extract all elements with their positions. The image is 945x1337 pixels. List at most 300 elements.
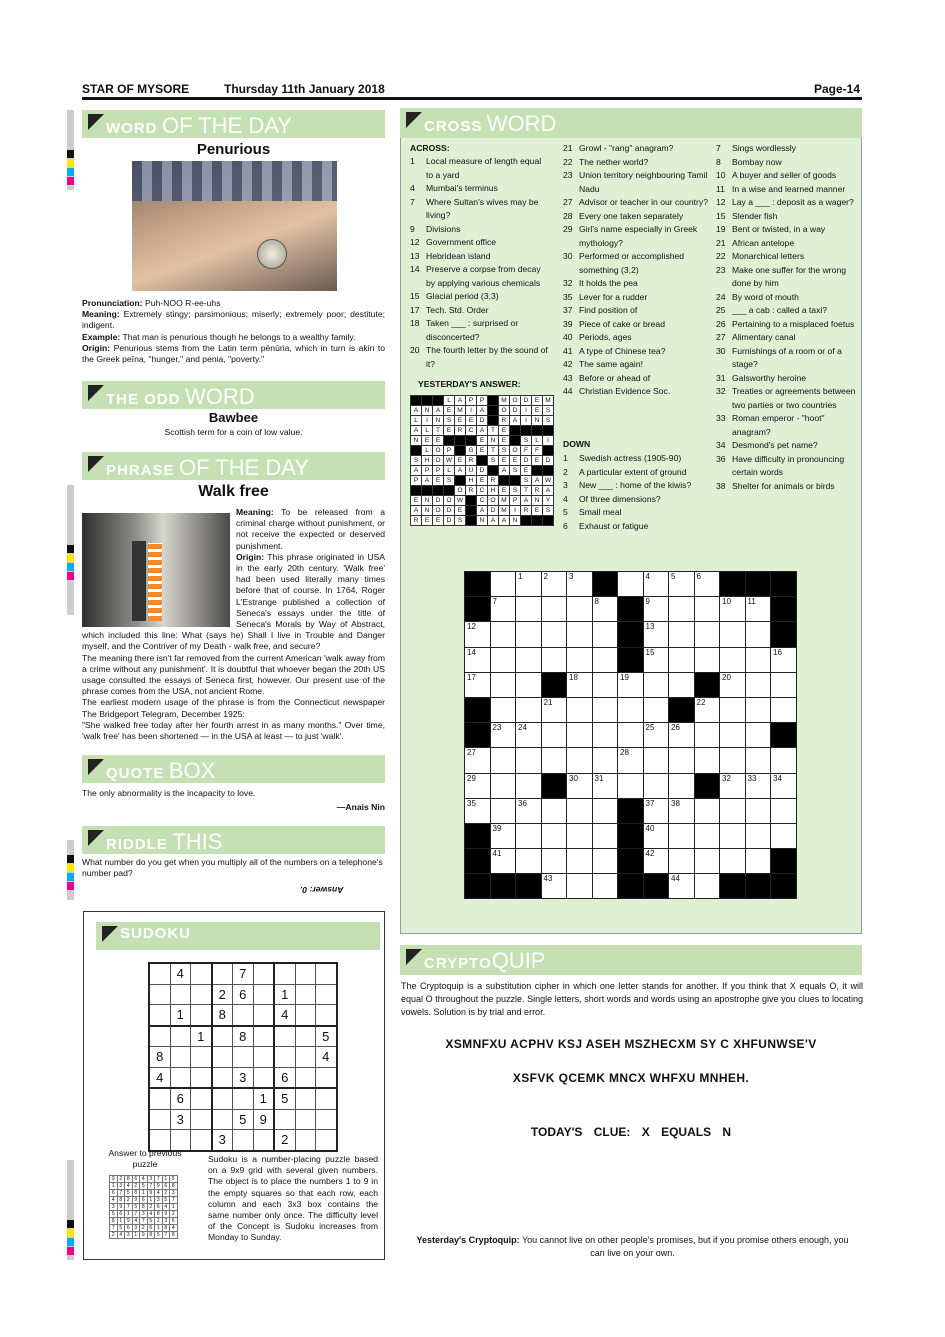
crossword-cell[interactable] (567, 647, 593, 672)
down-label: DOWN (563, 439, 591, 449)
crossword-cell[interactable] (720, 823, 746, 848)
sudoku-cell[interactable] (170, 984, 191, 1005)
color-marks (67, 150, 74, 186)
sudoku-cell[interactable] (274, 1026, 295, 1047)
sudoku-cell[interactable] (212, 1109, 233, 1130)
crossword-cell[interactable] (745, 798, 771, 823)
crossword-cell[interactable] (541, 748, 567, 773)
crossword-cell[interactable] (465, 622, 491, 647)
sudoku-cell[interactable] (149, 984, 170, 1005)
black-square (455, 476, 466, 486)
sudoku-cell[interactable] (191, 1067, 212, 1088)
crossword-cell[interactable] (490, 723, 516, 748)
crossword-cell[interactable] (516, 849, 542, 874)
sudoku-grid (148, 962, 338, 1152)
sudoku-cell: 3 (212, 1130, 233, 1151)
sudoku-cell: 6 (132, 1176, 140, 1183)
crossword-cell[interactable] (541, 647, 567, 672)
crossword-cell[interactable] (720, 723, 746, 748)
sudoku-cell[interactable] (233, 1130, 254, 1151)
cell-number: 40 (645, 823, 655, 833)
clue-text: Bombay now (732, 156, 782, 167)
crossword-cell[interactable] (745, 773, 771, 798)
odd-word-header (82, 381, 385, 409)
crossword-cell[interactable] (643, 773, 669, 798)
crossword-cell[interactable] (643, 798, 669, 823)
crossword-cell[interactable] (592, 597, 618, 622)
clue-text: Find position of (579, 305, 638, 315)
clue-number: 34 (716, 440, 726, 450)
crossword-cell[interactable] (643, 823, 669, 848)
crossword-cell[interactable] (694, 823, 720, 848)
quote-text: The only abnormality is the incapacity to love. (82, 788, 256, 798)
crossword-cell[interactable] (643, 647, 669, 672)
crossword-cell[interactable] (465, 798, 491, 823)
crossword-cell[interactable] (490, 748, 516, 773)
black-square (477, 456, 488, 466)
answer-letter: M (499, 506, 510, 516)
answer-letter: E (532, 396, 543, 406)
sudoku-cell[interactable] (149, 1109, 170, 1130)
crossword-cell[interactable] (516, 622, 542, 647)
clue-number: 24 (716, 291, 726, 302)
answer-letter: A (477, 506, 488, 516)
crossword-cell[interactable] (618, 773, 644, 798)
crossword-cell[interactable] (669, 597, 695, 622)
crossword-cell[interactable] (567, 622, 593, 647)
clue-text: In a wise and learned manner (732, 183, 846, 194)
sudoku-cell[interactable] (233, 1005, 254, 1026)
sudoku-cell[interactable] (274, 963, 295, 984)
cell-number: 25 (645, 723, 655, 733)
sudoku-cell[interactable] (295, 1109, 316, 1130)
crossword-cell[interactable] (541, 697, 567, 722)
clue-text: Advisor or teacher in our country? (579, 197, 708, 207)
sudoku-cell: 8 (212, 1005, 233, 1026)
clue-number: 3 (563, 480, 568, 490)
crossword-cell[interactable] (694, 798, 720, 823)
black-square (532, 516, 543, 526)
answer-letter: N (510, 516, 521, 526)
crossword-cell[interactable] (745, 697, 771, 722)
sudoku-cell[interactable] (295, 1088, 316, 1109)
crossword-cell[interactable] (720, 849, 746, 874)
sudoku-cell[interactable] (253, 963, 274, 984)
color-marks (67, 545, 74, 581)
crossword-cell[interactable] (567, 748, 593, 773)
crossword-cell[interactable] (592, 647, 618, 672)
sudoku-cell[interactable] (170, 1026, 191, 1047)
clue-item (716, 169, 856, 183)
sudoku-cell[interactable] (295, 1047, 316, 1068)
crossword-cell[interactable] (541, 798, 567, 823)
crossword-cell[interactable] (618, 572, 644, 597)
across-label: ACROSS: (410, 143, 450, 153)
crossword-cell[interactable] (541, 849, 567, 874)
crossword-cell[interactable] (490, 647, 516, 672)
clue-number: 10 (716, 170, 726, 180)
crossword-cell[interactable] (669, 849, 695, 874)
crossword-cell[interactable] (541, 622, 567, 647)
sudoku-cell[interactable] (295, 963, 316, 984)
clue-text: Galsworthy heroine (732, 372, 807, 383)
crossword-cell[interactable] (694, 723, 720, 748)
crossword-cell[interactable] (592, 849, 618, 874)
answer-letter: P (477, 396, 488, 406)
clue-number: 44 (563, 386, 573, 396)
sudoku-cell[interactable] (316, 984, 337, 1005)
crossword-cell[interactable] (567, 697, 593, 722)
sudoku-cell[interactable] (295, 1005, 316, 1026)
answer-letter: U (466, 466, 477, 476)
crossword-cell[interactable] (567, 773, 593, 798)
crossword-cell[interactable] (541, 572, 567, 597)
answer-letter: P (510, 496, 521, 506)
crossword-cell[interactable] (745, 647, 771, 672)
crossword-cell[interactable] (516, 748, 542, 773)
sudoku-cell[interactable] (191, 984, 212, 1005)
crossword-cell[interactable] (465, 773, 491, 798)
black-square (521, 516, 532, 526)
clue-item (716, 304, 856, 318)
sudoku-cell[interactable] (170, 1067, 191, 1088)
crossword-cell[interactable] (720, 798, 746, 823)
clue-text: Alimentary canal (732, 332, 796, 342)
sudoku-cell[interactable] (191, 963, 212, 984)
sudoku-cell: 7 (117, 1190, 125, 1197)
crossword-cell[interactable] (694, 647, 720, 672)
sudoku-cell[interactable] (253, 1130, 274, 1151)
crossword-cell[interactable] (694, 748, 720, 773)
crossword-cell[interactable] (618, 697, 644, 722)
clue-text: Have difficulty in pronouncing certain words (732, 453, 845, 477)
clue-text: Of three dimensions? (579, 493, 661, 504)
clue-item (716, 345, 856, 372)
sudoku-cell: 7 (233, 963, 254, 984)
crossword-cell[interactable] (643, 697, 669, 722)
crossword-cell[interactable] (541, 723, 567, 748)
clue-item (716, 210, 856, 224)
sudoku-cell: 1 (170, 1005, 191, 1026)
crossword-cell[interactable] (694, 622, 720, 647)
crossword-cell[interactable] (516, 823, 542, 848)
crossword-cell[interactable] (490, 773, 516, 798)
crossword-cell[interactable] (669, 672, 695, 697)
crossword-cell[interactable] (669, 572, 695, 597)
crossword-cell[interactable] (490, 622, 516, 647)
crossword-cell[interactable] (745, 723, 771, 748)
crossword-cell[interactable] (516, 723, 542, 748)
answer-letter: N (422, 406, 433, 416)
clue-text: Shelter for animals or birds (732, 480, 835, 491)
crossword-cell[interactable] (771, 798, 797, 823)
riddle-text: What number do you get when you multiply all of the numbers on a telephone's number pad? (82, 857, 383, 879)
sudoku-cell: 8 (170, 1232, 178, 1239)
sudoku-cell[interactable] (316, 963, 337, 984)
crossword-cell[interactable] (465, 748, 491, 773)
crossword-cell[interactable] (592, 798, 618, 823)
clue-number: 43 (563, 372, 573, 383)
crossword-cell[interactable] (516, 798, 542, 823)
clue-item (716, 385, 856, 412)
sudoku-cell: 6 (110, 1190, 118, 1197)
crossword-cell[interactable] (771, 823, 797, 848)
answer-letter: D (510, 406, 521, 416)
crossword-cell[interactable] (643, 622, 669, 647)
crossword-cell[interactable] (745, 748, 771, 773)
sudoku-cell[interactable] (149, 1026, 170, 1047)
crossword-cell[interactable] (490, 697, 516, 722)
sudoku-cell[interactable] (149, 1088, 170, 1109)
crossword-cell[interactable] (567, 572, 593, 597)
clue-number: 37 (563, 305, 573, 315)
crossword-cell[interactable] (771, 647, 797, 672)
crossword-cell[interactable] (669, 723, 695, 748)
crossword-cell[interactable] (567, 849, 593, 874)
meaning-label: Meaning: (236, 507, 274, 517)
crossword-cell[interactable] (643, 849, 669, 874)
crossword-cell[interactable] (694, 697, 720, 722)
sudoku-cell[interactable] (191, 1109, 212, 1130)
sudoku-cell: 5 (162, 1197, 170, 1204)
crossword-cell[interactable] (567, 597, 593, 622)
crossword-cell[interactable] (490, 572, 516, 597)
cell-number: 14 (467, 647, 476, 657)
crossword-cell[interactable] (618, 723, 644, 748)
crossword-cell[interactable] (592, 823, 618, 848)
crossword-cell[interactable] (745, 823, 771, 848)
sudoku-cell[interactable] (295, 1026, 316, 1047)
crossword-cell[interactable] (643, 748, 669, 773)
crossword-cell[interactable] (669, 823, 695, 848)
sudoku-cell: 7 (155, 1176, 163, 1183)
sudoku-cell[interactable] (212, 1088, 233, 1109)
header-small: CRYPTO (424, 955, 492, 972)
crossword-cell[interactable] (541, 874, 567, 899)
crossword-cell[interactable] (567, 672, 593, 697)
crossword-cell[interactable] (720, 748, 746, 773)
answer-letter: N (532, 496, 543, 506)
cryptoquip-header (400, 945, 862, 975)
origin-label: Origin: (236, 551, 265, 562)
sudoku-cell[interactable] (295, 1130, 316, 1151)
sudoku-cell[interactable] (212, 963, 233, 984)
clue-text: Mumbai's terminus (426, 183, 498, 193)
clue-number: 7 (716, 143, 721, 153)
crossword-cell[interactable] (669, 874, 695, 899)
crossword-cell[interactable] (490, 672, 516, 697)
sudoku-cell[interactable] (191, 1005, 212, 1026)
answer-letter: L (411, 416, 422, 426)
crossword-cell[interactable] (771, 697, 797, 722)
crossword-cell[interactable] (745, 597, 771, 622)
sudoku-cell[interactable] (274, 1109, 295, 1130)
answer-letter: A (477, 426, 488, 436)
crossword-cell[interactable] (516, 572, 542, 597)
sudoku-cell[interactable] (253, 1026, 274, 1047)
crossword-cell[interactable] (694, 572, 720, 597)
answer-letter: N (532, 416, 543, 426)
cell-number: 38 (671, 798, 680, 808)
crossword-cell[interactable] (745, 849, 771, 874)
cell-number: 44 (671, 874, 680, 884)
crossword-cell[interactable] (720, 672, 746, 697)
crossword-cell[interactable] (567, 823, 593, 848)
odd-word-def: Scottish term for a coin of low value. (164, 427, 303, 437)
crossword-cell[interactable] (694, 597, 720, 622)
answer-letter: W (444, 456, 455, 466)
sudoku-cell: 8 (162, 1225, 170, 1232)
crossword-cell[interactable] (771, 672, 797, 697)
crossword-cell[interactable] (720, 622, 746, 647)
crossword-cell[interactable] (592, 773, 618, 798)
crossword-cell[interactable] (669, 647, 695, 672)
header-small: PHRASE (106, 462, 175, 479)
crossword-cell[interactable] (771, 773, 797, 798)
sudoku-cell: 1 (125, 1211, 133, 1218)
crossword-cell[interactable] (643, 672, 669, 697)
crossword-cell[interactable] (643, 723, 669, 748)
sudoku-cell[interactable] (212, 1067, 233, 1088)
crossword-cell[interactable] (490, 849, 516, 874)
crossword-cell[interactable] (516, 647, 542, 672)
sudoku-cell[interactable] (253, 984, 274, 1005)
sudoku-cell[interactable] (316, 1067, 337, 1088)
sudoku-cell[interactable] (191, 1047, 212, 1068)
crossword-cell[interactable] (592, 874, 618, 899)
clue-text: Piece of cake or bread (579, 318, 665, 329)
sudoku-cell: 3 (117, 1183, 125, 1190)
sudoku-cell[interactable] (149, 1005, 170, 1026)
crossword-cell[interactable] (643, 597, 669, 622)
sudoku-cell[interactable] (253, 1067, 274, 1088)
sudoku-cell[interactable] (274, 1047, 295, 1068)
clue-number: 28 (563, 210, 573, 221)
sudoku-cell[interactable] (295, 984, 316, 1005)
black-square (465, 597, 491, 622)
crossword-cell[interactable] (516, 672, 542, 697)
crossword-cell[interactable] (618, 748, 644, 773)
sudoku-cell[interactable] (212, 1026, 233, 1047)
sudoku-cell[interactable] (191, 1130, 212, 1151)
sudoku-cell[interactable] (253, 1047, 274, 1068)
sudoku-cell[interactable] (316, 1088, 337, 1109)
crossword-cell[interactable] (592, 748, 618, 773)
crossword-cell[interactable] (643, 572, 669, 597)
crossword-cell[interactable] (669, 622, 695, 647)
answer-letter: F (521, 446, 532, 456)
crossword-cell[interactable] (669, 798, 695, 823)
crossword-cell[interactable] (465, 647, 491, 672)
clue-item (563, 479, 708, 493)
crossword-cell[interactable] (465, 672, 491, 697)
sudoku-cell: 9 (132, 1197, 140, 1204)
crossword-cell[interactable] (720, 773, 746, 798)
crossword-cell[interactable] (490, 597, 516, 622)
sudoku-cell[interactable] (253, 1005, 274, 1026)
crossword-cell[interactable] (592, 697, 618, 722)
crossword-cell[interactable] (669, 748, 695, 773)
crossword-cell[interactable] (694, 849, 720, 874)
crossword-cell[interactable] (516, 773, 542, 798)
yesterday-grid (410, 395, 554, 526)
clue-text: Girl's name especially in Greek mythology? (579, 224, 698, 248)
cell-number: 29 (467, 773, 476, 783)
crossword-cell[interactable] (720, 697, 746, 722)
sudoku-cell[interactable] (149, 963, 170, 984)
crossword-cell[interactable] (567, 723, 593, 748)
clue-item (563, 466, 708, 480)
crossword-cell[interactable] (541, 823, 567, 848)
sudoku-cell[interactable] (316, 1109, 337, 1130)
black-square (618, 622, 644, 647)
clue-item (563, 452, 708, 466)
crossword-cell[interactable] (490, 798, 516, 823)
black-square (543, 466, 554, 476)
clue-text: Tech. Std. Order (426, 304, 489, 315)
crossword-cell[interactable] (516, 697, 542, 722)
crossword-cell[interactable] (490, 823, 516, 848)
answer-letter: E (532, 456, 543, 466)
sudoku-cell: 5 (132, 1204, 140, 1211)
sudoku-cell[interactable] (316, 1130, 337, 1151)
sudoku-cell[interactable] (233, 1047, 254, 1068)
crossword-cell[interactable] (771, 748, 797, 773)
answer-letter: S (455, 516, 466, 526)
sudoku-cell[interactable] (212, 1047, 233, 1068)
black-square (771, 723, 797, 748)
black-square (745, 874, 771, 899)
crossword-cell[interactable] (592, 672, 618, 697)
sudoku-cell[interactable] (233, 1088, 254, 1109)
sudoku-cell: 3 (155, 1197, 163, 1204)
sudoku-cell[interactable] (191, 1088, 212, 1109)
clue-text: Lever for a rudder (579, 291, 648, 302)
crossword-cell[interactable] (567, 874, 593, 899)
sudoku-cell[interactable] (295, 1067, 316, 1088)
crossword-cell[interactable] (694, 874, 720, 899)
sudoku-cell: 5 (140, 1183, 148, 1190)
crossword-cell[interactable] (745, 672, 771, 697)
clue-item (410, 155, 550, 182)
sudoku-cell[interactable] (316, 1005, 337, 1026)
sudoku-cell[interactable] (170, 1047, 191, 1068)
crossword-cell[interactable] (567, 798, 593, 823)
clue-item (410, 317, 550, 344)
sudoku-cell: 1 (162, 1176, 170, 1183)
clue-item (410, 263, 550, 290)
crossword-cell[interactable] (592, 622, 618, 647)
answer-letter: R (488, 476, 499, 486)
crossword-cell[interactable] (745, 622, 771, 647)
clue-number: 42 (563, 359, 573, 369)
black-square (433, 396, 444, 406)
crossword-cell[interactable] (669, 773, 695, 798)
crossword-cell[interactable] (618, 672, 644, 697)
clue-item (563, 291, 708, 305)
crossword-cell[interactable] (516, 597, 542, 622)
black-square (643, 874, 669, 899)
crossword-cell[interactable] (720, 597, 746, 622)
sudoku-cell: 4 (155, 1190, 163, 1197)
yesterday-label: YESTERDAY'S ANSWER: (418, 379, 521, 389)
crossword-cell[interactable] (592, 723, 618, 748)
sudoku-cell: 6 (155, 1204, 163, 1211)
clue-number: 1 (410, 156, 415, 166)
sudoku-cell: 6 (117, 1211, 125, 1218)
crossword-cell[interactable] (720, 647, 746, 672)
crossword-cell[interactable] (541, 597, 567, 622)
